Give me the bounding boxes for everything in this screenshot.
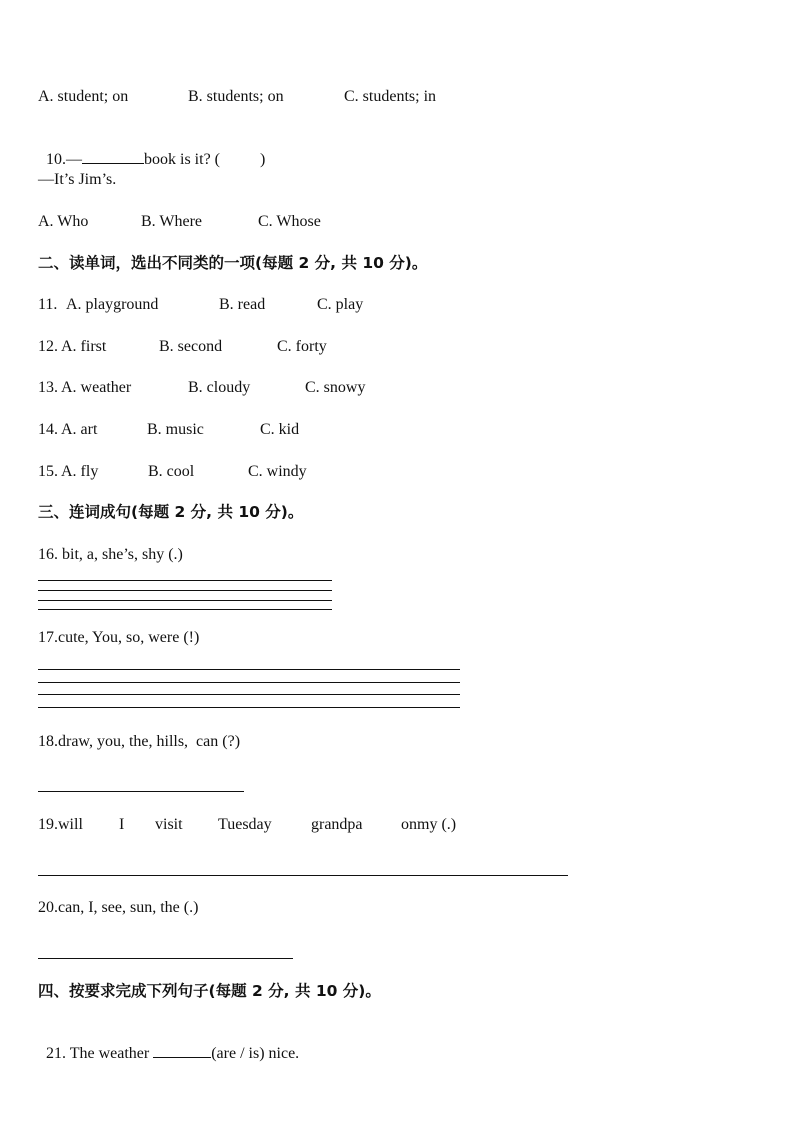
q9-option-b: B. students; on — [188, 88, 284, 105]
q12-row — [38, 337, 538, 357]
q12-option-a: A. first — [61, 338, 107, 355]
q19-answer-line[interactable] — [38, 875, 568, 876]
q9-options-row — [38, 87, 538, 107]
q17-answer-line-1[interactable] — [38, 669, 460, 670]
q14-num: 14. — [38, 421, 58, 438]
q10-blank[interactable] — [82, 149, 144, 164]
q18-prompt: 18.draw, you, the, hills, can (?) — [38, 733, 241, 750]
q15-row — [38, 462, 538, 482]
q10-suffix: book is it? ( — [144, 151, 220, 168]
q21-blank[interactable] — [153, 1043, 211, 1058]
q10-option-a: A. Who — [38, 213, 89, 230]
q11-row — [38, 295, 538, 315]
q15-option-c: C. windy — [248, 463, 307, 480]
section2-heading: 二、读单词，选出不同类的一项(每题 2 分, 共 10 分)。 — [38, 254, 428, 272]
section4-heading: 四、按要求完成下列句子(每题 2 分, 共 10 分)。 — [38, 982, 381, 1000]
q14-option-c: C. kid — [260, 421, 300, 438]
q16-answer-line-1[interactable] — [38, 580, 332, 581]
q12-option-c: C. forty — [277, 338, 327, 355]
q10-prefix: 10.— — [46, 151, 82, 168]
q10-answer-line: —It’s Jim’s. — [38, 171, 117, 188]
q11-num: 11. — [38, 296, 62, 313]
q16-answer-line-4[interactable] — [38, 609, 332, 610]
q12-option-b: B. second — [159, 338, 223, 355]
q19-num: 19.will — [38, 816, 83, 833]
q17-answer-line-2[interactable] — [38, 682, 460, 683]
q15-num: 15. — [38, 463, 58, 480]
q16-prompt: 16. bit, a, she’s, shy (.) — [38, 546, 183, 563]
q9-option-a: A. student; on — [38, 88, 129, 105]
q19-word-1: I — [119, 816, 125, 833]
q18-answer-line[interactable] — [38, 791, 244, 792]
q10-option-b: B. Where — [141, 213, 203, 230]
q19-word-4: grandpa — [311, 816, 363, 833]
q10-close-paren: ) — [260, 151, 266, 168]
q10-question — [38, 129, 266, 168]
q9-option-c: C. students; in — [344, 88, 437, 105]
q11-option-a: A. playground — [66, 296, 159, 313]
q13-option-c: C. snowy — [305, 379, 366, 396]
q21-suffix: (are / is) nice. — [211, 1045, 300, 1062]
q20-prompt: 20.can, I, see, sun, the (.) — [38, 899, 199, 916]
q16-answer-line-3[interactable] — [38, 600, 332, 601]
q19-word-3: Tuesday — [218, 816, 272, 833]
q19-word-2: visit — [155, 816, 183, 833]
q17-answer-line-4[interactable] — [38, 707, 460, 708]
q20-answer-line[interactable] — [38, 958, 293, 959]
q10-option-c: C. Whose — [258, 213, 321, 230]
q21-prefix: 21. The weather — [46, 1045, 154, 1062]
q11-option-c: C. play — [317, 296, 364, 313]
q15-option-a: A. fly — [61, 463, 99, 480]
q13-row — [38, 378, 538, 398]
q14-option-b: B. music — [147, 421, 204, 438]
q13-option-b: B. cloudy — [188, 379, 251, 396]
q11-option-b: B. read — [219, 296, 266, 313]
q10-options-row — [38, 212, 438, 232]
q13-option-a: A. weather — [61, 379, 132, 396]
q14-option-a: A. art — [61, 421, 98, 438]
q19-prompt — [38, 815, 538, 835]
q13-num: 13. — [38, 379, 58, 396]
q15-option-b: B. cool — [148, 463, 195, 480]
section3-heading: 三、连词成句(每题 2 分, 共 10 分)。 — [38, 503, 304, 521]
q17-prompt: 17.cute, You, so, were (!) — [38, 629, 200, 646]
q19-word-5: onmy (.) — [401, 816, 457, 833]
q21-question — [38, 1023, 300, 1062]
q16-answer-line-2[interactable] — [38, 590, 332, 591]
q12-num: 12. — [38, 338, 58, 355]
q14-row — [38, 420, 538, 440]
q17-answer-line-3[interactable] — [38, 694, 460, 695]
